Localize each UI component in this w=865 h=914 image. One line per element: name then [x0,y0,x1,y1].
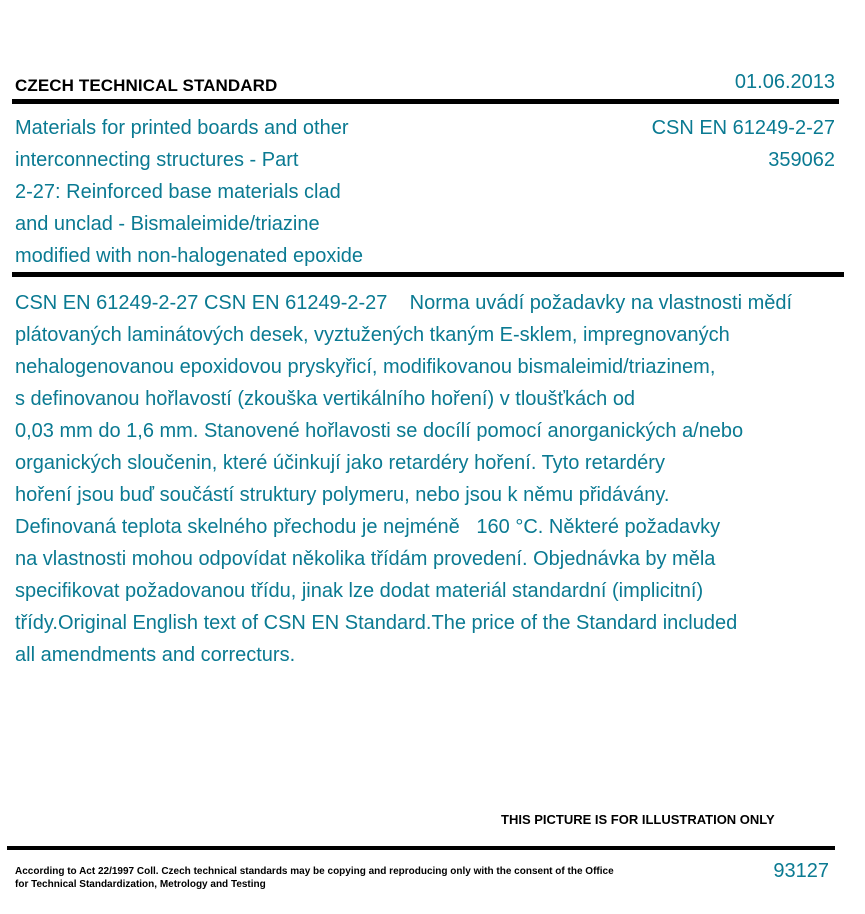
standard-title-line: and unclad - Bismaleimide/triazine [15,213,320,235]
header-divider [12,99,839,104]
description-line: 0,03 mm do 1,6 mm. Stanovené hořlavosti se docílí pomocí anorganických a/nebo [15,420,744,442]
description-line: na vlastnosti mohou odpovídat několika třídám provedení. Objednávka by měla [15,548,716,570]
standard-title-line: interconnecting structures - Part [15,149,299,171]
description-line: CSN EN 61249-2-27 CSN EN 61249-2-27 Norma uvádí požadavky na vlastnosti mědí [15,292,793,314]
publication-date: 01.06.2013 [734,71,835,93]
standard-title-line: modified with non-halogenated epoxide [15,245,364,267]
description-line: s definovanou hořlavostí (zkouška vertikálního hoření) v tloušťkách od [15,388,636,410]
description-line: Definovaná teplota skelného přechodu je nejméně 160 °C. Některé požadavky [15,516,721,538]
title-divider [12,272,844,277]
footer-divider [7,846,835,850]
description-line: organických sloučenin, které účinkují jako retardéry hoření. Tyto retardéry [15,452,665,474]
standard-code: CSN EN 61249-2-27 [651,117,835,139]
illustration-disclaimer: THIS PICTURE IS FOR ILLUSTRATION ONLY [501,812,775,827]
legal-notice [15,865,614,891]
description-line: hoření jsou buď součástí struktury polymeru, nebo jsou k němu přidávány. [15,484,670,506]
description-line: all amendments and correcturs. [15,644,296,666]
description-line: specifikovat požadovanou třídu, jinak lze dodat materiál standardní (implicitní) [15,580,704,602]
description-line: třídy.Original English text of CSN EN Standard.The price of the Standard included [15,612,738,634]
standard-title-line: Materials for printed boards and other [15,117,349,139]
classification-number: 359062 [768,149,835,171]
description-line: nehalogenovanou epoxidovou pryskyřicí, modifikovanou bismaleimid/triazinem, [15,356,716,378]
description-line: plátovaných laminátových desek, vyztužených tkaným E-sklem, impregnovaných [15,324,730,346]
document-number: 93127 [773,860,829,882]
legal-notice-line: According to Act 22/1997 Coll. Czech technical standards may be copying and reproducing only with the consent of the Office [15,866,614,877]
standard-title-line: 2-27: Reinforced base materials clad [15,181,341,203]
legal-notice-line: for Technical Standardization, Metrology and Testing [15,879,266,890]
document-type-heading: CZECH TECHNICAL STANDARD [15,76,278,95]
